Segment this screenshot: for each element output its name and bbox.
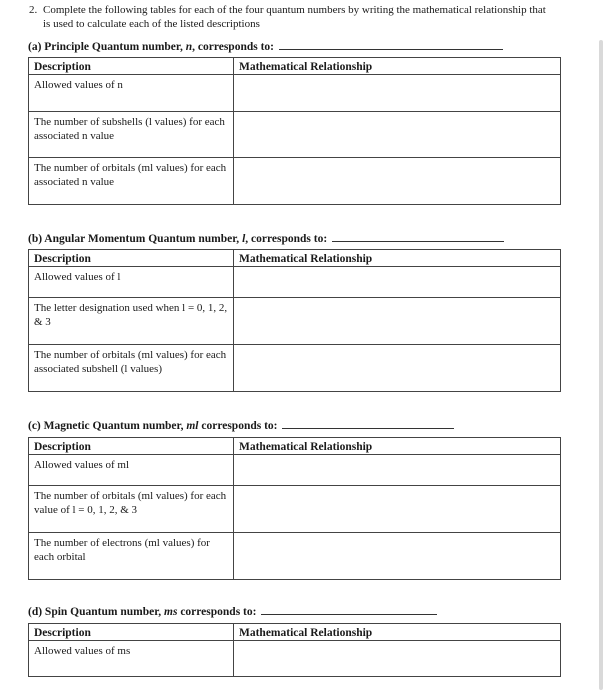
description-cell: The number of subshells (l values) for each associated n value bbox=[29, 112, 234, 158]
answer-cell[interactable] bbox=[234, 112, 561, 158]
answer-cell[interactable] bbox=[234, 641, 561, 677]
description-cell: The number of orbitals (ml values) for each value of l = 0, 1, 2, & 3 bbox=[29, 486, 234, 533]
section-d-answer-blank[interactable] bbox=[261, 605, 437, 615]
relationship-header: Mathematical Relationship bbox=[234, 624, 561, 641]
description-cell: Allowed values of l bbox=[29, 267, 234, 298]
section-c-table bbox=[28, 437, 561, 580]
answer-cell[interactable] bbox=[234, 533, 561, 580]
section-c-answer-blank[interactable] bbox=[282, 419, 454, 429]
vertical-scrollbar[interactable] bbox=[599, 40, 603, 690]
answer-cell[interactable] bbox=[234, 486, 561, 533]
answer-cell[interactable] bbox=[234, 267, 561, 298]
section-b-answer-blank[interactable] bbox=[332, 232, 504, 242]
description-header: Description bbox=[29, 438, 234, 455]
description-cell: Allowed values of ms bbox=[29, 641, 234, 677]
relationship-header: Mathematical Relationship bbox=[234, 438, 561, 455]
section-c-heading: (c) Magnetic Quantum number, ml corresponds to: bbox=[28, 419, 454, 432]
description-cell: Allowed values of ml bbox=[29, 455, 234, 486]
section-a-heading: (a) Principle Quantum number, n, corresponds to: bbox=[28, 40, 503, 53]
description-cell: The number of orbitals (ml values) for each associated subshell (l values) bbox=[29, 345, 234, 392]
section-d-table bbox=[28, 623, 561, 677]
description-cell: Allowed values of n bbox=[29, 75, 234, 112]
relationship-header: Mathematical Relationship bbox=[234, 250, 561, 267]
description-header: Description bbox=[29, 58, 234, 75]
section-d-variable: ms bbox=[164, 606, 178, 618]
description-header: Description bbox=[29, 250, 234, 267]
section-a-table bbox=[28, 57, 561, 205]
answer-cell[interactable] bbox=[234, 298, 561, 345]
answer-cell[interactable] bbox=[234, 75, 561, 112]
section-d-heading: (d) Spin Quantum number, ms corresponds to: bbox=[28, 605, 437, 618]
section-a-answer-blank[interactable] bbox=[279, 40, 503, 50]
answer-cell[interactable] bbox=[234, 455, 561, 486]
answer-cell[interactable] bbox=[234, 345, 561, 392]
section-a-variable: n bbox=[185, 41, 193, 53]
section-b-variable: l bbox=[242, 233, 246, 245]
section-b-heading: (b) Angular Momentum Quantum number, l, corresponds to: bbox=[28, 232, 504, 245]
description-cell: The letter designation used when l = 0, 1, 2, & 3 bbox=[29, 298, 234, 345]
question-intro bbox=[29, 3, 549, 31]
section-c-variable: ml bbox=[186, 420, 199, 432]
answer-cell[interactable] bbox=[234, 158, 561, 205]
question-instructions: Complete the following tables for each of the four quantum numbers by writing the mathematical relationship that is used to calculate each of the listed descriptions bbox=[43, 4, 546, 30]
section-b-table bbox=[28, 249, 561, 392]
description-header: Description bbox=[29, 624, 234, 641]
description-cell: The number of electrons (ml values) for each orbital bbox=[29, 533, 234, 580]
relationship-header: Mathematical Relationship bbox=[234, 58, 561, 75]
description-cell: The number of orbitals (ml values) for each associated n value bbox=[29, 158, 234, 205]
question-number: 2. bbox=[29, 4, 38, 16]
